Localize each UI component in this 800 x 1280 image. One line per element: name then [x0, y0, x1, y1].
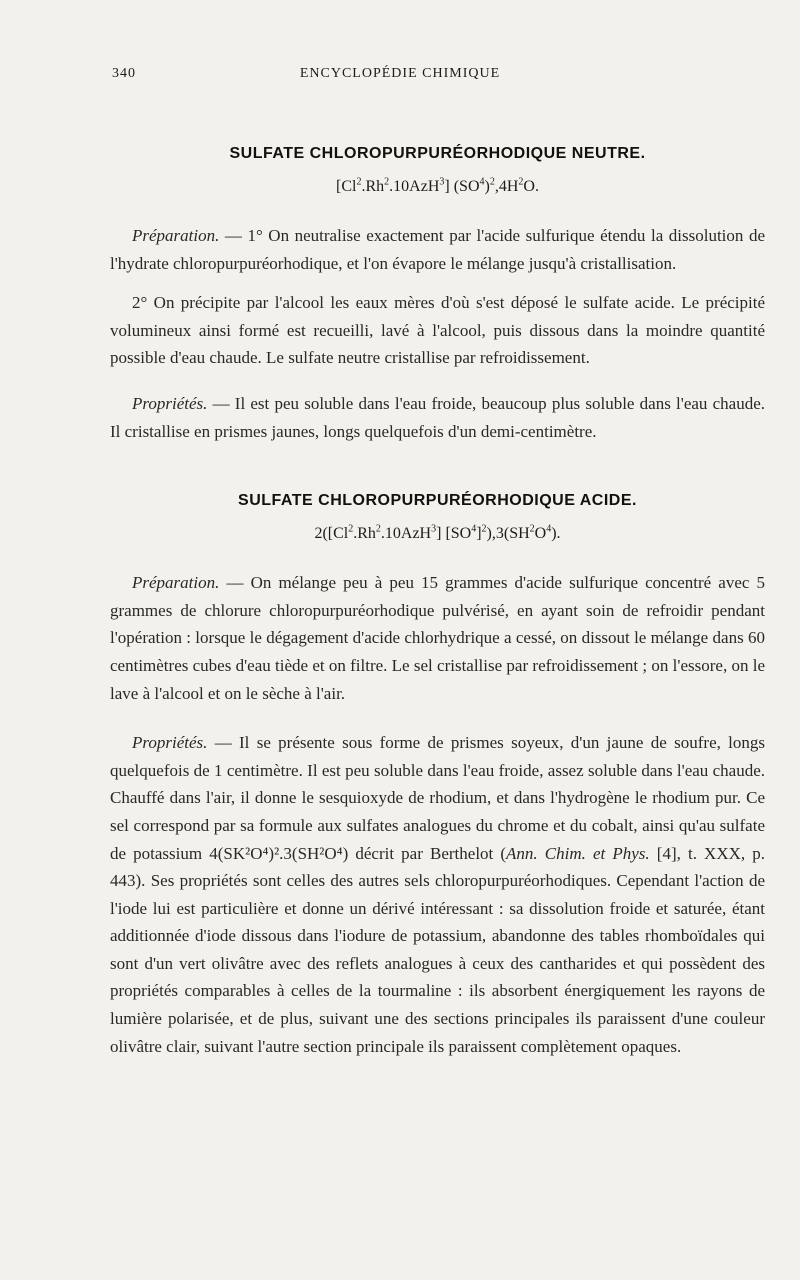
section-title-neutral-sulfate: SULFATE CHLOROPURPURÉORHODIQUE NEUTRE.: [229, 145, 646, 162]
neutral-properties-text: — Il est peu soluble dans l'eau froide, beaucoup plus soluble dans l'eau chaude. Il cristallise en prismes jaunes, longs quelquefois d'un demi-centimètre.: [110, 393, 765, 441]
neutral-preparation-text-1: — 1° On neutralise exactement par l'acide sulfurique étendu la dissolution de l'hydrate chloropurpuréorhodique, et l'on évapore le mélange jusqu'à cristallisation.: [110, 226, 765, 273]
running-head: [110, 66, 690, 90]
neutral-preparation-paragraph-1: [110, 222, 765, 277]
acid-preparation-paragraph: [110, 569, 765, 707]
formula-acid-sulfate: 2([Cl$^2$.Rh$^2$.10AzH$^3$] $[SO^4]^2),3(SH^2O^4)$.: [314, 523, 561, 543]
formula-neutral-sulfate: [Cl$^2$.Rh$^2$.10AzH$^3$] $(SO^4)^2,4H^2O$.: [336, 176, 539, 195]
acid-preparation-heading: Préparation.: [132, 573, 220, 593]
acid-properties-paragraph: [110, 729, 765, 1060]
page-content: [110, 142, 765, 1060]
neutral-preparation-paragraph-2: 2° On précipite par l'alcool les eaux mères d'où s'est déposé le sulfate acide. Le précipité volumineux ainsi formé est recueilli, lavé à l'alcool, puis dissous dans la moindre quantité possible d'eau chaude. Le sulfate neutre cristallise par refroidissement.: [110, 293, 765, 368]
section-title-acid-sulfate: SULFATE CHLOROPURPURÉORHODIQUE ACIDE.: [238, 492, 637, 510]
neutral-properties-heading: Propriétés.: [132, 393, 208, 413]
acid-properties-heading: Propriétés.: [132, 733, 208, 753]
neutral-preparation-heading: Préparation.: [132, 226, 220, 245]
acid-preparation-text: — On mélange peu à peu 15 grammes d'acide sulfurique concentré avec 5 grammes de chlorure chloropurpuréorhodique pulvérisé, en ayant soin de refroidir pendant l'opération : lorsque le dégagement d'acide chlorhydrique a cessé, on dissout le mélange dans 60 centimètres cubes d'eau tiède et on filtre. Le sel cristallise par refroidissement ; on l'essore, on le lave à l'alcool et on le sèche à l'air.: [110, 573, 766, 703]
page-number: 340: [112, 66, 136, 81]
running-title: ENCYCLOPÉDIE CHIMIQUE: [299, 66, 501, 81]
acid-properties-text-a: — Il se présente sous forme de prismes soyeux, d'un jaune de soufre, longs quelquefois de 1 centimètre. Il est peu soluble dans l'eau froide, assez soluble dans l'eau chaude. Chauffé dans l'air, il donne le sesquioxyde de rhodium, et dans l'hydrogène le rhodium pur. Ce sel correspond par sa formule aux sulfates analogues du chrome et du cobalt, ainsi qu'au sulfate de potassium 4(SK²O⁴)².3(SH²O⁴) décrit par Berthelot (: [110, 733, 766, 863]
neutral-properties-paragraph: [110, 390, 765, 445]
acid-properties-text-b: [4], t. XXX, p. 443). Ses propriétés sont celles des autres sels chloropurpuréorhodiques. Cependant l'action de l'iode lui est particulière et donne un dérivé intéressant : sa dissolution froide et saturée, étant additionnée d'iode dissous dans l'iodure de potassium, abandonne des tables rhomboïdales qui sont d'un vert olivâtre avec des reflets analogues à ceux des cantharides et qui possèdent des propriétés comparables à celles de la tourmaline : ils absorbent énergiquement les rayons de lumière polarisée, et de plus, suivant une des sections principales ils paraissent d'une couleur olivâtre clair, suivant l'autre section principale ils paraissent complètement opaques.: [110, 843, 765, 1056]
berthelot-citation: Ann. Chim. et Phys.: [506, 843, 650, 863]
